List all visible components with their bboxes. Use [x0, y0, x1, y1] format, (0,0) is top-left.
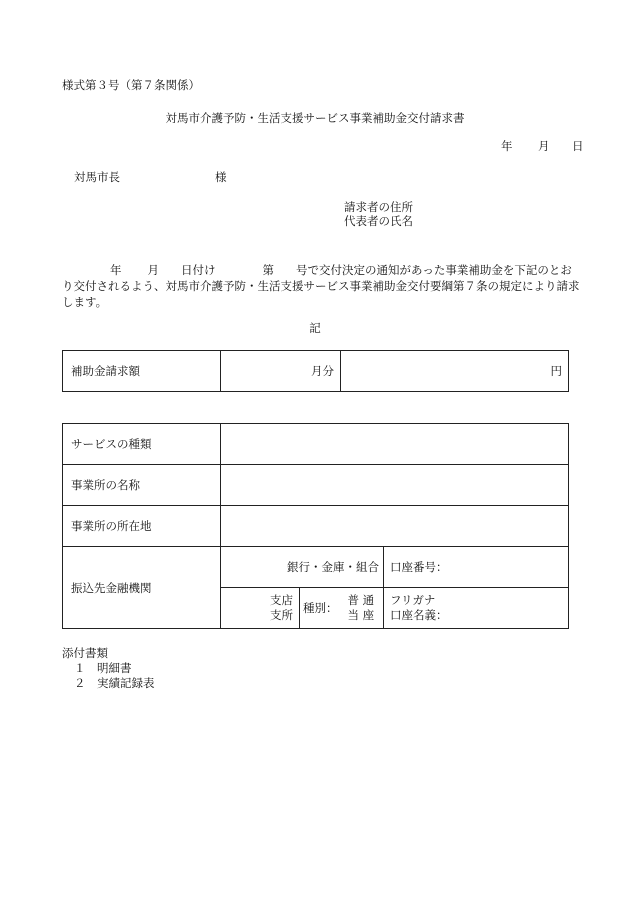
claim-amount-label: 補助金請求額 [63, 351, 221, 392]
office-name-label: 事業所の名称 [63, 465, 221, 506]
body-date-suffix: 日付け [181, 263, 216, 277]
request-body [62, 262, 587, 310]
date-month-label: 月 [538, 139, 550, 153]
account-number-cell [384, 547, 569, 588]
bank-label: 振込先金融機関 [63, 547, 221, 629]
attachment-item-2: ２ 実績記録表 [74, 676, 155, 690]
branch-cell [221, 588, 300, 629]
body-number-prefix: 第 [262, 263, 274, 277]
account-holder-label: 口座名義： [390, 608, 448, 622]
body-line3: します。 [62, 295, 108, 309]
date-year-label: 年 [501, 139, 513, 153]
claim-month-cell [221, 351, 341, 392]
bank-type-cell [221, 547, 384, 588]
office-address-label: 事業所の所在地 [63, 506, 221, 547]
attachment-item-1: １ 明細書 [74, 661, 132, 675]
body-line1-rest: 号で交付決定の通知があった事業補助金を下記のとお [296, 263, 572, 277]
addressee-honorific: 様 [215, 170, 227, 184]
requester-address-label: 請求者の住所 [344, 200, 413, 214]
account-holder-cell [384, 588, 569, 629]
claim-amount-table [62, 350, 569, 392]
service-type-value [221, 424, 569, 465]
service-type-label: サービスの種類 [63, 424, 221, 465]
claim-yen-cell [341, 351, 569, 392]
account-kind-checking: 当 座 [347, 608, 375, 622]
claim-month-unit: 月分 [311, 364, 334, 378]
account-kind-cell [300, 588, 384, 629]
branch-label-1: 支店 [270, 593, 293, 607]
furigana-label: フリガナ [390, 593, 436, 607]
service-info-table [62, 423, 569, 629]
requester-name-label: 代表者の氏名 [344, 214, 413, 228]
attachments-heading: 添付書類 [62, 646, 108, 660]
claim-yen-unit: 円 [550, 364, 562, 378]
body-month: 月 [147, 263, 159, 277]
ki-heading: 記 [309, 321, 321, 335]
date-day-label: 日 [572, 139, 584, 153]
form-number: 様式第３号（第７条関係） [62, 78, 200, 92]
bank-type: 銀行・金庫・組合 [287, 560, 379, 574]
account-kind-ordinary: 普 通 [347, 593, 375, 607]
account-kind-label: 種別： [303, 601, 338, 615]
document-title: 対馬市介護予防・生活支援サービス事業補助金交付請求書 [165, 111, 465, 125]
addressee-name: 対馬市長 [74, 170, 120, 184]
account-number-label: 口座番号： [390, 560, 448, 574]
office-name-value [221, 465, 569, 506]
body-line2: り交付されるよう、対馬市介護予防・生活支援サービス事業補助金交付要綱第７条の規定により請求 [62, 279, 580, 293]
branch-label-2: 支所 [270, 608, 293, 622]
office-address-value [221, 506, 569, 547]
body-year: 年 [110, 263, 122, 277]
